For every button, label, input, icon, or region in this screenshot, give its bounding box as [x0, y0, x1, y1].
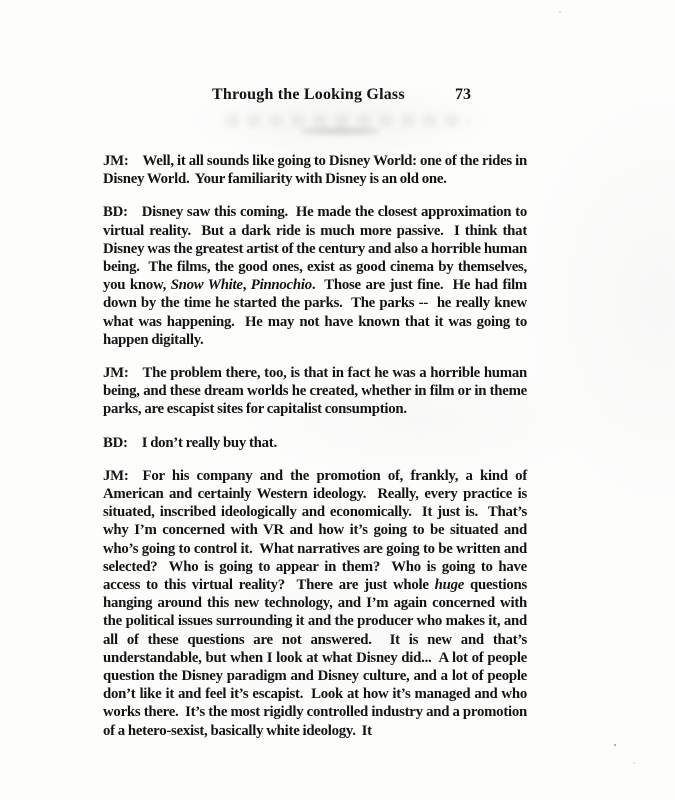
dialogue-paragraph	[103, 203, 530, 349]
dialogue-paragraph	[103, 364, 530, 419]
show-through-ghost-text	[225, 114, 470, 127]
dialogue-paragraph	[103, 434, 527, 452]
speaker-label: BD:	[103, 434, 128, 451]
text-run: For his company and the promotion of, frankly, a kind of American and certainly Western ideology. Really, every practice is situated, inscribed ideologically and economically. It just is. That’s why I’m concerned with VR and how it’s going to be situated and who’s going to control it. What narratives are going to be written and selected? Who is going to appear in them? Who is going to have access to this virtual reality? There are just whole	[103, 467, 530, 594]
text-run: . Those are just fine. He had film down by the time he started the parks. The parks -- he really knew what was happening. He may not have known that it was going to happen digitally.	[103, 277, 530, 348]
speaker-label: BD:	[103, 204, 128, 221]
italic-text-run: Snow White	[170, 277, 243, 294]
text-run: Disney saw this coming. He made the closest approximation to virtual reality. But a dark ride is much more passive. I think that Disney was the greatest artist of the century and also a horrible human being. The films, the good ones, exist as good cinema by themselves, you know,	[103, 204, 530, 294]
scan-smudge	[300, 128, 380, 134]
scan-speck	[559, 11, 561, 13]
running-head-title: Through the Looking Glass	[212, 86, 405, 103]
text-run: The problem there, too, is that in fact he was a horrible human being, and these dream worlds he created, whether in film or in theme parks, are escapist sites for capitalist consumption.	[103, 365, 530, 418]
dialogue-paragraph	[103, 152, 530, 188]
text-run: ,	[242, 277, 251, 294]
speaker-label: JM:	[103, 153, 129, 169]
text-run: questions hanging around this new technology, and I’m again concerned with the political issues surrounding it and the producer who makes it, and all of these questions are not answered. It is new and that’s understandable, but when I look at what Disney did... A lot of people question the Disney paradigm and Disney culture, and a lot of people don’t like it and feel it’s escapist. Look at how it’s managed and who works there. It’s the most rigidly controlled industry and a promotion of a hetero-sexist, basically white ideology. It	[103, 577, 530, 739]
text-run: Well, it all sounds like going to Disney World: one of the rides in Disney World. Your familiarity with Disney is an old one.	[103, 153, 530, 188]
speaker-label: JM:	[103, 467, 129, 484]
italic-text-run: Pinnochio	[250, 277, 312, 294]
dialogue-paragraph	[103, 467, 530, 740]
scan-speck	[614, 744, 616, 746]
page-number: 73	[455, 86, 471, 103]
speaker-label: JM:	[103, 365, 129, 382]
scan-speck	[633, 762, 635, 764]
italic-text-run: huge	[434, 577, 465, 594]
text-run: I don’t really buy that.	[141, 434, 277, 451]
interview-transcript	[103, 152, 530, 740]
